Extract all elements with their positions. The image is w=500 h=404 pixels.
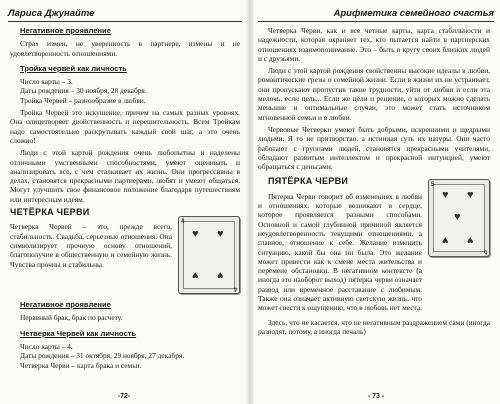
four-card-name: Четверка Черви – карта брака и семьи. xyxy=(20,360,142,370)
four-hearts-title: ЧЕТЁРКА ЧЕРВИ xyxy=(10,207,90,218)
heart-icon: ♥ xyxy=(217,228,224,241)
heart-icon: ♥ xyxy=(442,234,449,247)
right-page-header: Арифметика семейного счастья xyxy=(258,6,494,22)
left-page xyxy=(0,0,248,404)
four-of-hearts-card xyxy=(178,216,240,294)
four-hearts-person-heading: Четверка Червей как личность xyxy=(20,328,137,338)
card-rank-bottom: 4 xyxy=(233,285,237,292)
left-page-content xyxy=(10,26,240,370)
right-page-number: - 73 - xyxy=(367,393,385,400)
four-hearts-description: Четверка Червей – это, прежде всего, стабильность. Свадьба, серьезные отношения. Она символизирует прочную основу отношений, благополучие в общественную и семейную жизнь. Чувства прочны и стабильны. xyxy=(10,222,172,269)
five-hearts-text-block xyxy=(258,177,422,315)
card-rank-top: 5 xyxy=(431,182,435,189)
five-hearts-description: Пятерка Черви говорит об изменениях в любви и отношениях, которые возникают в сердце, которое проявляется разными способами. Основной и самой глубинной причиной является неудовлетворенность текущими отношениями, а главное, отношение к себе. Желание изменить ситуацию, какой бы она ни была. Это желание может привести как к смене места жительства и перемене обстановки. В негативном контексте (а иногда это наоборот выход) пятерка черви означает развод или временное расставание с любимым. Также она означает активную светскую жизнь, что может свести к ощущению, что в любовь нет места. xyxy=(258,191,422,313)
four-birth-dates: Даты рождения – 31 октября, 29 ноября, 27 декабря. xyxy=(20,351,185,361)
heart-icon: ♥ xyxy=(217,269,224,282)
three-paragraph-1: Тройка Червей это искушение, причем на самых разных уровнях. Она олицетворяет двойственность и нерешительность. Всем Тройкам надо самостоятельно раскрутывать каждый свой шаг, а это очень сложно! xyxy=(10,108,240,145)
heart-icon: ♥ xyxy=(467,189,474,202)
heart-icon: ♥ xyxy=(192,269,199,282)
five-hearts-title: ПЯТЁРКА ЧЕРВИ xyxy=(268,176,349,187)
card-face xyxy=(183,221,235,289)
five-of-hearts-card xyxy=(428,179,490,257)
four-hearts-section xyxy=(10,208,240,294)
right-page xyxy=(252,0,500,404)
card-rank-top: 4 xyxy=(181,219,185,226)
heart-icon: ♥ xyxy=(467,234,474,247)
three-hearts-heading: Тройка червей как личность xyxy=(20,63,127,73)
right-paragraph-1: Четверка Черви, как и все четные карты, карта стабильности и надежности, которая охраняет тех, кто пытается найти в партнерских отношениях взаимопонимание. Это – быть в кругу своих близких людей и с друзьями. xyxy=(258,26,490,63)
negative-text: Страх измен, не уверенность в партнере, измены и не удовлетворенность отношениями. xyxy=(10,39,240,58)
four-hearts-text-block xyxy=(10,208,172,294)
card-rank-bottom: 5 xyxy=(483,248,487,255)
three-birth-dates: Даты рождения – 30 ноября, 28 декабря. xyxy=(20,86,147,96)
negative-heading: Негативное проявление xyxy=(20,26,111,35)
five-hearts-section xyxy=(258,177,490,315)
right-paragraph-3: Червовые Четверки умеют быть добрыми, искренними и щедрыми людьми. Я то не притворство, а истинная суть их натуры. Они часто работают с группами людей, становятся прекрасными учителями, обладают развитым интеллектом и прекрасной интуицией, умеют обращаться с деньгами. xyxy=(258,124,490,172)
three-paragraph-2: Люди с этой картой рождения очень любопытны и наделены отличными умственными способностями, умеют оценивать и анализировать все, с чем сталкивает их жизнь. Они прогрессивны в делах, становятся прекрасными партнерами, любят и умеют общаться. Могут улучшить свое финансовое положение благодаря путешествиям или интересным идеям. xyxy=(10,148,240,204)
three-card-number: Число карты – 3. xyxy=(20,77,73,87)
negative-text-2: Неравный брак, брак по расчету. xyxy=(20,313,123,323)
left-page-number: -72- xyxy=(117,393,131,400)
right-page-content xyxy=(258,26,490,339)
heart-icon: ♥ xyxy=(192,228,199,241)
three-card-name: Тройка Червей – разнообразие в любви. xyxy=(20,95,146,105)
heart-icon: ♥ xyxy=(454,211,461,224)
right-paragraph-4: Здесь, что не касается, что не негативным раздражением сами (иногда разводят, потому, а иногда печаль) xyxy=(258,317,490,336)
left-page-header: Лариса Джунайте xyxy=(8,6,242,22)
right-paragraph-2: Люди с этой картой рождения свойственны высокие идеалы в любви, романтические грезы о семейной жизни. Если в жизни их не устраивает, они пропускают пропустив такие трудности, уйти от любви и если эта мелочь, если цель... Если же цели и решение, о которых можно сделать меньшие и оптимальные случаи, это может стать источником мгновенной семьи и в любви. xyxy=(258,66,490,122)
four-card-number: Число карты – 4. xyxy=(20,341,73,351)
negative-heading-2: Негативное проявление xyxy=(20,300,111,310)
heart-icon: ♥ xyxy=(442,189,449,202)
